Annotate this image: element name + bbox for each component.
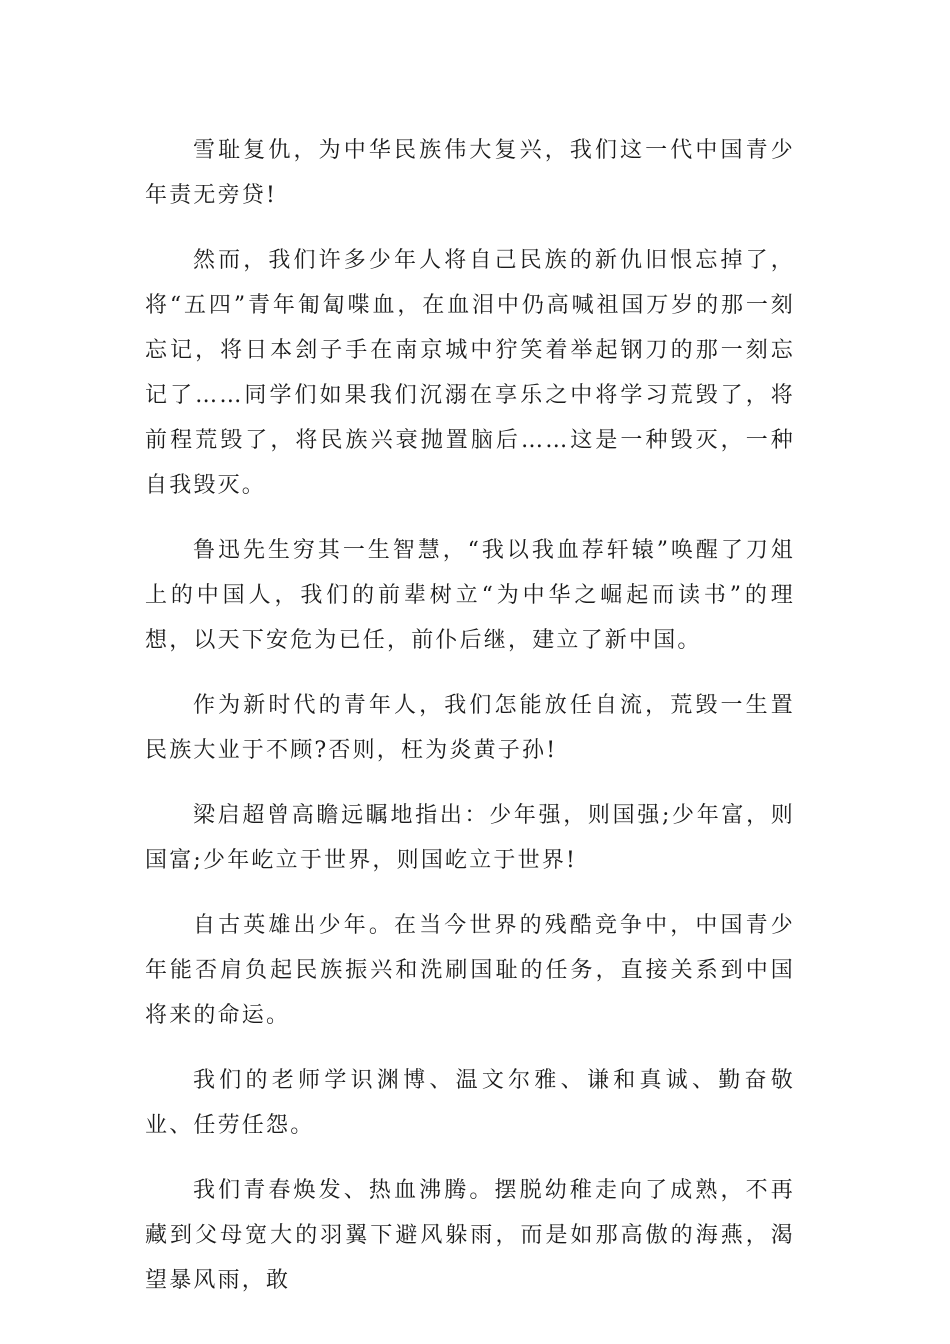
paragraph-7: 我们的老师学识渊博、温文尔雅、谦和真诚、勤奋敬业、任劳任怨。	[145, 1068, 795, 1138]
paragraph-8: 我们青春焕发、热血沸腾。摆脱幼稚走向了成熟，不再藏到父母宽大的羽翼下避风躲雨，而是如那高傲的海燕，渴望暴风雨，敢	[145, 1178, 795, 1293]
paragraph-5: 梁启超曾高瞻远瞩地指出：少年强，则国强;少年富，则国富;少年屹立于世界，则国屹立于世界!	[145, 803, 795, 873]
paragraph-4: 作为新时代的青年人，我们怎能放任自流，荒毁一生置民族大业于不顾?否则，枉为炎黄子孙!	[145, 693, 795, 763]
paragraph-3: 鲁迅先生穷其一生智慧，“我以我血荐轩辕”唤醒了刀俎上的中国人，我们的前辈树立“为中华之崛起而读书”的理想，以天下安危为已任，前仆后继，建立了新中国。	[145, 538, 795, 653]
paragraph-1: 雪耻复仇，为中华民族伟大复兴，我们这一代中国青少年责无旁贷!	[145, 138, 795, 208]
paragraph-2: 然而，我们许多少年人将自己民族的新仇旧恨忘掉了，将“五四”青年匍匐喋血，在血泪中仍高喊祖国万岁的那一刻忘记，将日本刽子手在南京城中狞笑着举起钢刀的那一刻忘记了……同学们如果我们沉溺在享乐之中将学习荒毁了，将前程荒毁了，将民族兴衰抛置脑后……这是一种毁灭，一种自我毁灭。	[145, 248, 795, 498]
document-body	[145, 128, 795, 1323]
paragraph-6: 自古英雄出少年。在当今世界的残酷竞争中，中国青少年能否肩负起民族振兴和洗刷国耻的任务，直接关系到中国将来的命运。	[145, 913, 795, 1028]
